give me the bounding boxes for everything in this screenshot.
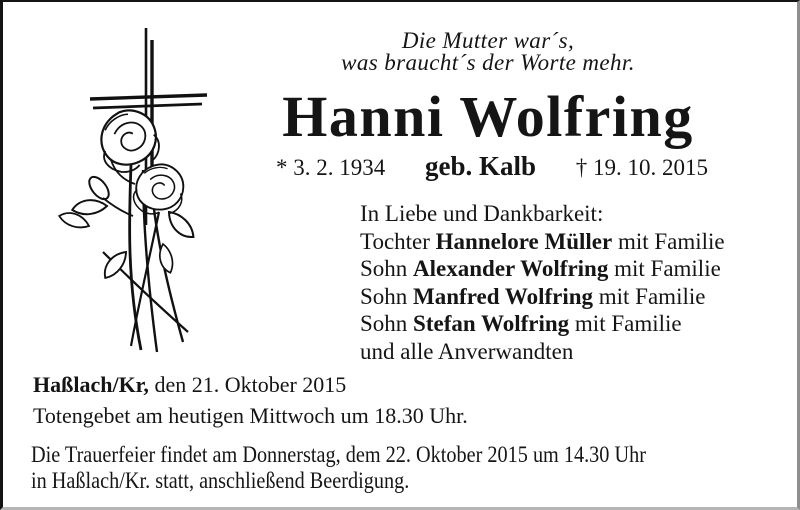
mourner-line xyxy=(360,255,725,283)
prayer-line: Totengebet am heutigen Mittwoch um 18.30 Uhr. xyxy=(33,403,468,428)
mourner-name: Stefan Wolfring xyxy=(413,311,570,336)
mourner-line xyxy=(360,310,725,338)
mourner-relation: Tochter xyxy=(360,228,430,254)
cross-and-roses-illustration xyxy=(31,20,231,365)
dateline-place: Haßlach/Kr, xyxy=(33,372,149,397)
tribute-block xyxy=(360,200,725,365)
epigraph-line-1: Die Mutter war´s, xyxy=(401,28,575,53)
mourner-suffix: mit Familie xyxy=(614,256,721,281)
mourner-name: Hannelore Müller xyxy=(435,228,613,254)
tribute-outro: und alle Anverwandten xyxy=(360,338,574,364)
maiden-name: geb. Kalb xyxy=(424,151,537,181)
epigraph xyxy=(253,30,723,74)
dateline-date: den 21. Oktober 2015 xyxy=(154,372,347,397)
mourner-line xyxy=(360,283,725,311)
mourner-relation: Sohn xyxy=(360,256,408,281)
death-date: † 19. 10. 2015 xyxy=(575,155,708,180)
funeral-block xyxy=(31,442,730,493)
mourner-suffix: mit Familie xyxy=(598,283,706,309)
funeral-line-1: Die Trauerfeier findet am Donnerstag, dem 22. Oktober 2015 um 14.30 Uhr xyxy=(31,442,646,467)
rose-icon xyxy=(131,160,187,219)
deceased-name: Hanni Wolfring xyxy=(282,84,694,149)
mourner-line xyxy=(360,228,725,256)
dateline xyxy=(33,372,346,398)
mourner-name: Alexander Wolfring xyxy=(413,256,609,281)
mourner-relation: Sohn xyxy=(360,283,408,309)
birth-date: * 3. 2. 1934 xyxy=(276,155,386,180)
life-dates-row xyxy=(276,151,708,182)
mourner-name: Manfred Wolfring xyxy=(413,283,594,309)
tribute-intro: In Liebe und Dankbarkeit: xyxy=(360,201,604,226)
epigraph-line-2: was braucht´s der Worte mehr. xyxy=(341,50,635,75)
mourner-suffix: mit Familie xyxy=(617,228,725,254)
mourner-suffix: mit Familie xyxy=(574,311,682,336)
funeral-line-2: in Haßlach/Kr. statt, anschließend Beerdigung. xyxy=(31,467,410,493)
mourner-relation: Sohn xyxy=(360,311,408,336)
